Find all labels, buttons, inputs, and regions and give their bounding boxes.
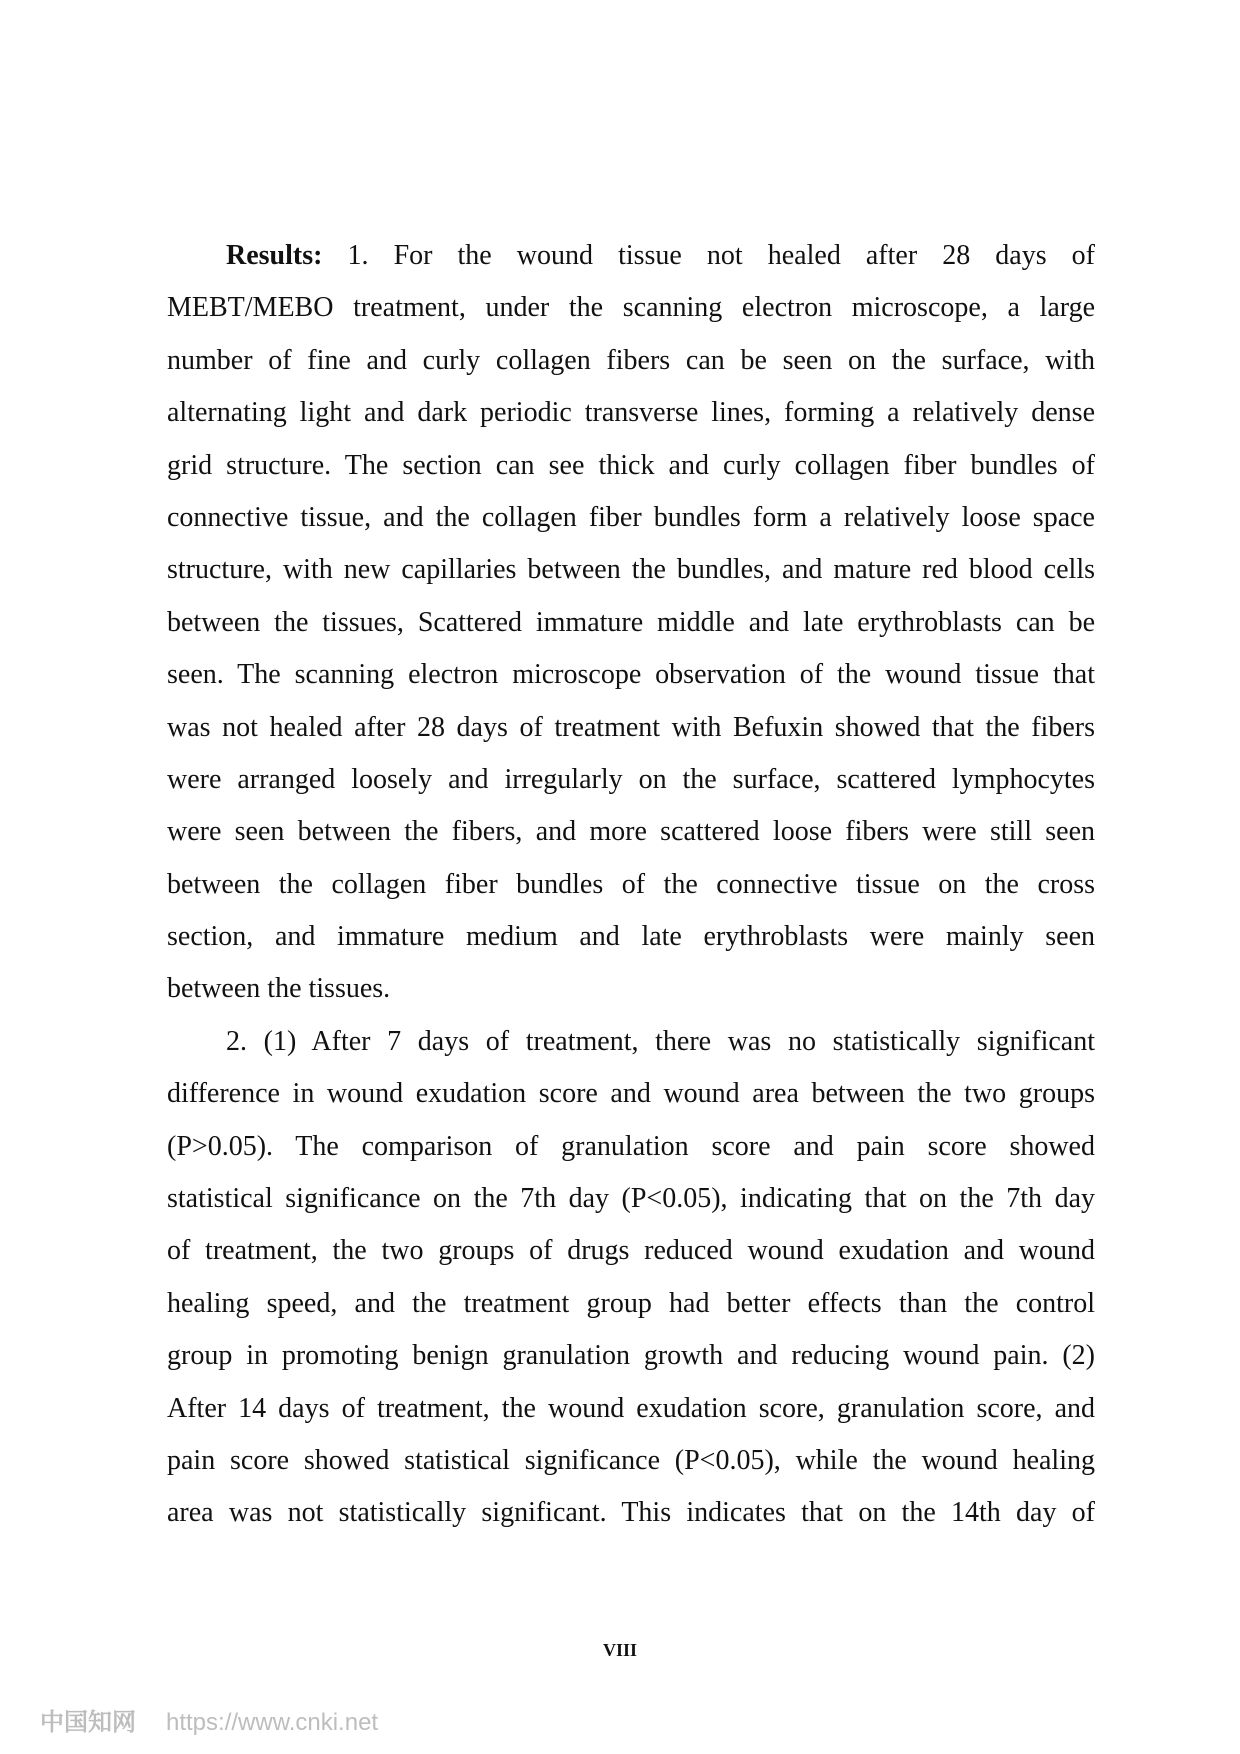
text-line: alternating light and dark periodic transverse lines, forming a relatively dense: [167, 397, 1095, 429]
text-line: healing speed, and the treatment group had better effects than the control: [167, 1287, 1095, 1319]
text-line: seen. The scanning electron microscope observation of the wound tissue that: [167, 659, 1095, 691]
results-label: Results:: [226, 240, 323, 271]
text-line: section, and immature medium and late erythroblasts were mainly seen: [167, 921, 1095, 953]
text-line: between the tissues, Scattered immature middle and late erythroblasts can be: [167, 606, 1095, 638]
source-watermark: [40, 1702, 378, 1737]
text-line: between the collagen fiber bundles of the connective tissue on the cross: [167, 868, 1095, 900]
document-body: [167, 230, 1095, 1540]
text-line-content: 1. For the wound tissue not healed after 28 days of: [347, 240, 1095, 271]
text-line: structure, with new capillaries between the bundles, and mature red blood cells: [167, 554, 1095, 586]
text-line: After 14 days of treatment, the wound exudation score, granulation score, and: [167, 1392, 1095, 1424]
watermark-site-name: 中国知网: [40, 1708, 136, 1736]
text-line: 2. (1) After 7 days of treatment, there was no statistically significant: [226, 1025, 1095, 1057]
text-line: of treatment, the two groups of drugs reduced wound exudation and wound: [167, 1235, 1095, 1267]
text-line: group in promoting benign granulation growth and reducing wound pain. (2): [167, 1340, 1095, 1372]
text-line: between the tissues.: [167, 973, 391, 1005]
text-line: number of fine and curly collagen fibers can be seen on the surface, with: [167, 344, 1095, 376]
text-line: pain score showed statistical significance (P<0.05), while the wound healing: [167, 1444, 1095, 1476]
page-number: VIII: [602, 1640, 637, 1660]
text-line: area was not statistically significant. This indicates that on the 14th day of: [167, 1497, 1095, 1529]
text-line: were seen between the fibers, and more scattered loose fibers were still seen: [167, 816, 1095, 848]
text-line: connective tissue, and the collagen fiber bundles form a relatively loose space: [167, 501, 1095, 533]
text-line: were arranged loosely and irregularly on the surface, scattered lymphocytes: [167, 763, 1095, 795]
text-line: grid structure. The section can see thick and curly collagen fiber bundles of: [167, 449, 1095, 481]
text-line: difference in wound exudation score and wound area between the two groups: [167, 1078, 1095, 1110]
text-line: [167, 230, 1095, 282]
watermark-url: https://www.cnki.net: [166, 1709, 379, 1736]
text-line: was not healed after 28 days of treatment with Befuxin showed that the fibers: [167, 711, 1095, 743]
text-line: statistical significance on the 7th day (P<0.05), indicating that on the 7th day: [167, 1183, 1095, 1215]
text-line: (P>0.05). The comparison of granulation score and pain score showed: [167, 1130, 1095, 1162]
text-line: MEBT/MEBO treatment, under the scanning electron microscope, a large: [167, 292, 1095, 324]
